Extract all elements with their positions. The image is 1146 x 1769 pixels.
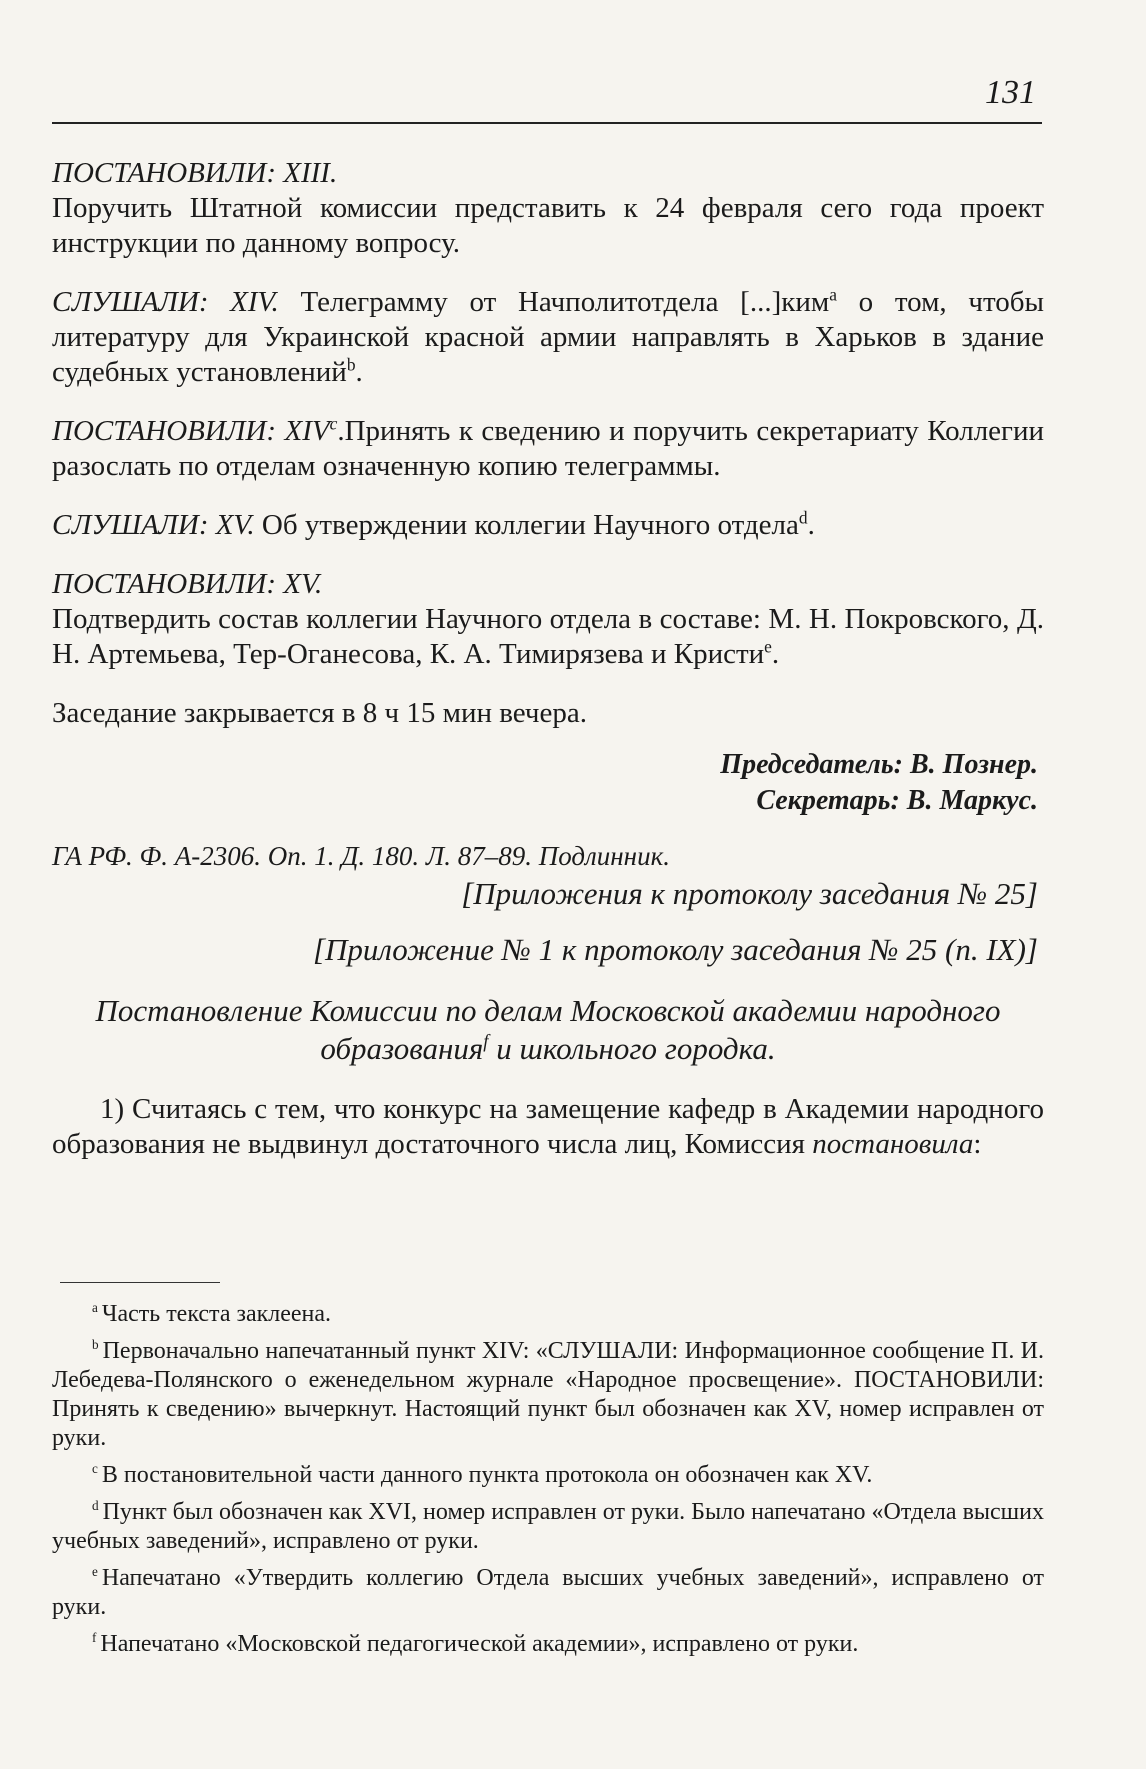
paragraph-resolved-14 <box>52 414 1044 484</box>
footnote-text: Часть текста заклеена. <box>101 1301 332 1327</box>
paragraph-end: : <box>973 1128 982 1160</box>
resolution-title-text: и школьного городка. <box>496 1031 776 1066</box>
footnote <box>52 1498 1044 1556</box>
page-header <box>52 68 1042 124</box>
paragraph-text: Телеграмму от Начполитотдела [...]ким <box>300 286 830 318</box>
paragraph-text: Поручить Штатной комиссии представить к 24 февраля сего года проект инструкции по данному вопросу. <box>52 192 1044 259</box>
paragraph-end: . <box>355 356 363 388</box>
paragraph-item-1 <box>52 1092 1044 1162</box>
footnote-ref[interactable]: e <box>764 636 772 657</box>
document-body <box>52 156 1044 1162</box>
paragraph-resolved-13 <box>52 156 1044 261</box>
paragraph-text: 1) Считаясь с тем, что конкурс на замещение кафедр в Академии народного образования не выдвинул достаточного числа лиц, Комиссия <box>52 1093 1044 1160</box>
footnote-text: Напечатано «Московской педагогической академии», исправлено от руки. <box>100 1631 859 1657</box>
footnote-mark: f <box>92 1630 97 1645</box>
footnote-mark: d <box>92 1498 99 1513</box>
footnote <box>52 1564 1044 1622</box>
footnote <box>52 1337 1044 1453</box>
footnote-text: Напечатано «Утвердить коллегию Отдела высших учебных заведений», исправлено от руки. <box>52 1565 1044 1620</box>
closing-line: Заседание закрывается в 8 ч 15 мин вечера. <box>52 697 588 729</box>
paragraph-text: Подтвердить состав коллегии Научного отдела в составе: М. Н. Покровского, Д. Н. Артемьева, Тер-Оганесова, К. А. Тимирязева и Кристи <box>52 603 1044 670</box>
footnote-ref[interactable]: b <box>346 354 356 375</box>
secretary-signature: Секретарь: В. Маркус. <box>756 785 1038 816</box>
paragraph-end: . <box>771 638 780 670</box>
paragraph-text: .Принять к сведению и поручить секретариату Коллегии разослать по отделам означенную копию телеграммы. <box>52 415 1044 482</box>
appendix-1-title: [Приложение № 1 к протоколу заседания № 25 (п. IX)] <box>312 932 1038 967</box>
archive-reference: ГА РФ. Ф. А-2306. Оп. 1. Д. 180. Л. 87–89. Подлинник. <box>52 841 670 871</box>
appendices-title: [Приложения к протоколу заседания № 25] <box>461 876 1038 911</box>
footnote-mark: a <box>92 1300 98 1315</box>
footnote-text: В постановительной части данного пункта протокола он обозначен как XV. <box>101 1462 873 1488</box>
paragraph-text: о том, чтобы литературу для Украинской красной армии направлять в Харьков в здание судебных установлений <box>52 286 1044 388</box>
footnote-text: Пункт был обозначен как XVI, номер исправлен от руки. Было напечатано «Отдела высших учебных заведений», исправлено от руки. <box>52 1499 1044 1554</box>
section-label: ПОСТАНОВИЛИ: XV. <box>52 568 323 600</box>
resolution-title <box>52 992 1044 1068</box>
footnote-text: Первоначально напечатанный пункт XIV: «СЛУШАЛИ: Информационное сообщение П. И. Лебедева-Полянского о еженедельном журнале «Народное просвещение». ПОСТАНОВИЛИ: Принять к сведению» вычеркнут. Настоящий пункт был обозначен как XV, номер исправлен от руки. <box>52 1338 1044 1451</box>
footnote-ref[interactable]: f <box>483 1031 489 1053</box>
footnote <box>52 1630 1044 1659</box>
section-label: СЛУШАЛИ: XIV. <box>52 286 279 318</box>
resolution-title-text: Постановление Комиссии по делам Московской академии народного образования <box>95 993 1001 1066</box>
paragraph-heard-15 <box>52 508 1044 543</box>
footnote-ref[interactable]: c <box>329 413 338 434</box>
emphasis-text: постановила <box>812 1128 974 1160</box>
footnote-mark: b <box>92 1337 99 1352</box>
paragraph-resolved-15 <box>52 567 1044 672</box>
footnote-separator <box>60 1282 220 1283</box>
footnote-ref[interactable]: a <box>829 284 837 305</box>
paragraph-end: . <box>807 509 815 541</box>
footnote <box>52 1300 1044 1329</box>
section-label: ПОСТАНОВИЛИ: XIV <box>52 415 330 447</box>
section-label: СЛУШАЛИ: XV. <box>52 509 255 541</box>
footnotes <box>52 1300 1044 1667</box>
footnote-mark: c <box>92 1461 98 1476</box>
page-number: 131 <box>985 74 1036 111</box>
chairman-signature: Председатель: В. Познер. <box>720 749 1038 780</box>
footnote-mark: e <box>92 1564 98 1579</box>
section-label: ПОСТАНОВИЛИ: XIII. <box>52 157 338 189</box>
footnote-ref[interactable]: d <box>798 507 808 528</box>
footnote <box>52 1461 1044 1490</box>
paragraph-text: Об утверждении коллегии Научного отдела <box>261 509 799 541</box>
paragraph-heard-14 <box>52 285 1044 390</box>
